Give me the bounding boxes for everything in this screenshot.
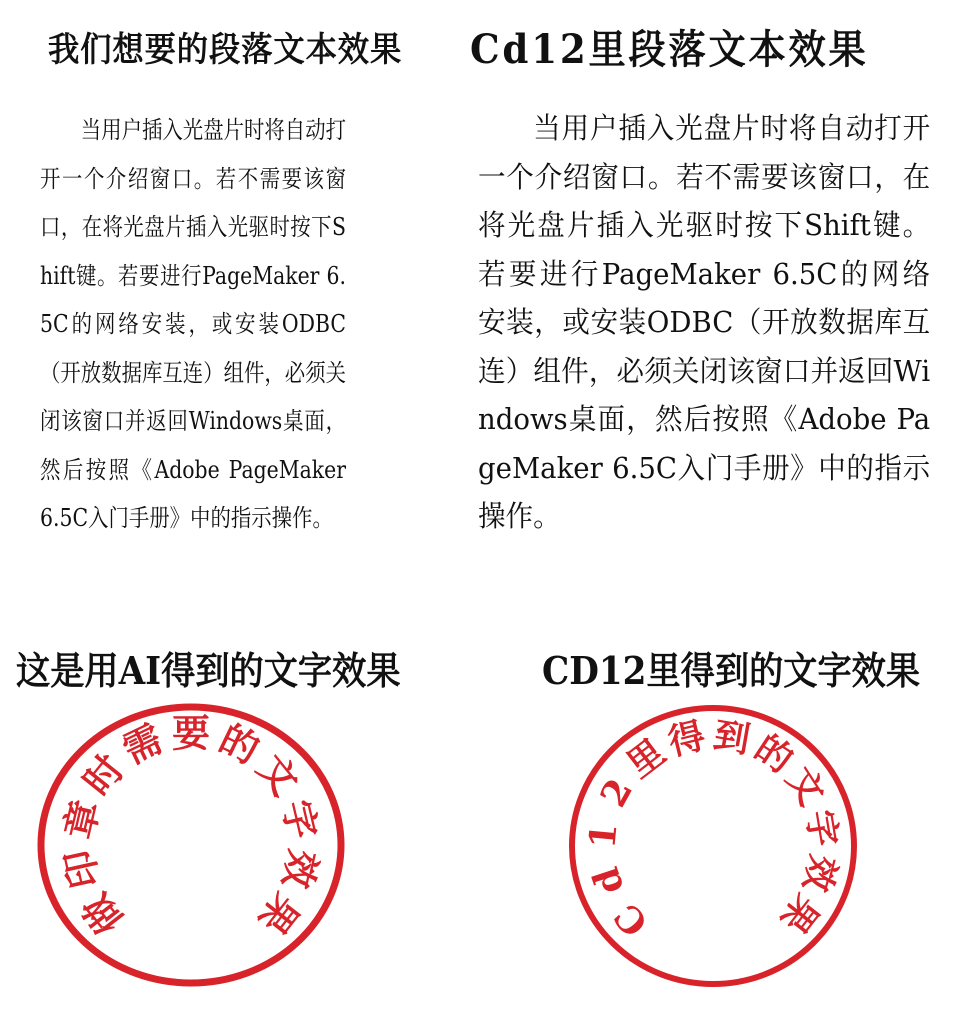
right-paragraph-text: 当用户插入光盘片时将自动打开一个介绍窗口。若不需要该窗口，在将光盘片插入光驱时按下Shift键。若要进行PageMaker 6.5C的网络安装，或安装ODBC（开放数据库互连）组件，必须关闭该窗口并返回Windows桌面，然后按照《Adobe PageMaker 6.5C入门手册》中的指示操作。 [478, 111, 931, 533]
seal-glyph: 果 [249, 885, 309, 943]
seal-glyph: 果 [772, 886, 828, 941]
right-paragraph [478, 104, 930, 541]
seal-glyph: 的 [746, 726, 801, 782]
seal-glyph: 效 [794, 850, 845, 896]
seal-glyph: 得 [664, 714, 710, 764]
seal-glyph: d [584, 862, 633, 900]
left-section-title: 我们想要的段落文本效果 [48, 30, 403, 70]
ai-seal-arc-text [56, 711, 327, 943]
seal-glyph: 的 [212, 715, 267, 773]
left-paragraph [40, 106, 346, 543]
seal-glyph: 1 [581, 821, 626, 851]
ai-seal [35, 700, 347, 990]
seal-glyph: 章 [55, 795, 109, 844]
left-paragraph-text: 当用户插入光盘片时将自动打开一个介绍窗口。若不需要该窗口，在将光盘片插入光驱时按下Shift键。若要进行PageMaker 6.5C的网络安装，或安装ODBC（开放数据库互连）组件，必须关闭该窗口并返回Windows桌面，然后按照《Adobe PageMaker 6.5C入门手册》中的指示操作。 [40, 116, 347, 532]
seal-glyph: 时 [74, 745, 134, 804]
seal-glyph: C [606, 894, 657, 945]
seal-glyph: 字 [273, 795, 327, 844]
seal-glyph: 做 [73, 885, 133, 943]
seal-glyph: 到 [710, 713, 754, 762]
seal-glyph: 印 [55, 845, 108, 893]
seal-glyph: 字 [797, 807, 846, 850]
seal-glyph: 需 [115, 715, 170, 773]
cd12-seal-arc-text [581, 714, 845, 944]
seal-glyph: 要 [171, 710, 211, 756]
seal-glyph: 2 [592, 771, 642, 814]
right-section-title: Cd12里段落文本效果 [470, 26, 869, 73]
seal-glyph: 效 [274, 845, 327, 893]
right-seal-title: CD12里得到的文字效果 [542, 648, 921, 693]
seal-glyph: 文 [777, 759, 833, 813]
seal-glyph: 里 [619, 731, 674, 787]
seal-glyph: 文 [248, 745, 308, 804]
cd12-seal [565, 702, 861, 990]
left-seal-title: 这是用AI得到的文字效果 [16, 648, 401, 693]
